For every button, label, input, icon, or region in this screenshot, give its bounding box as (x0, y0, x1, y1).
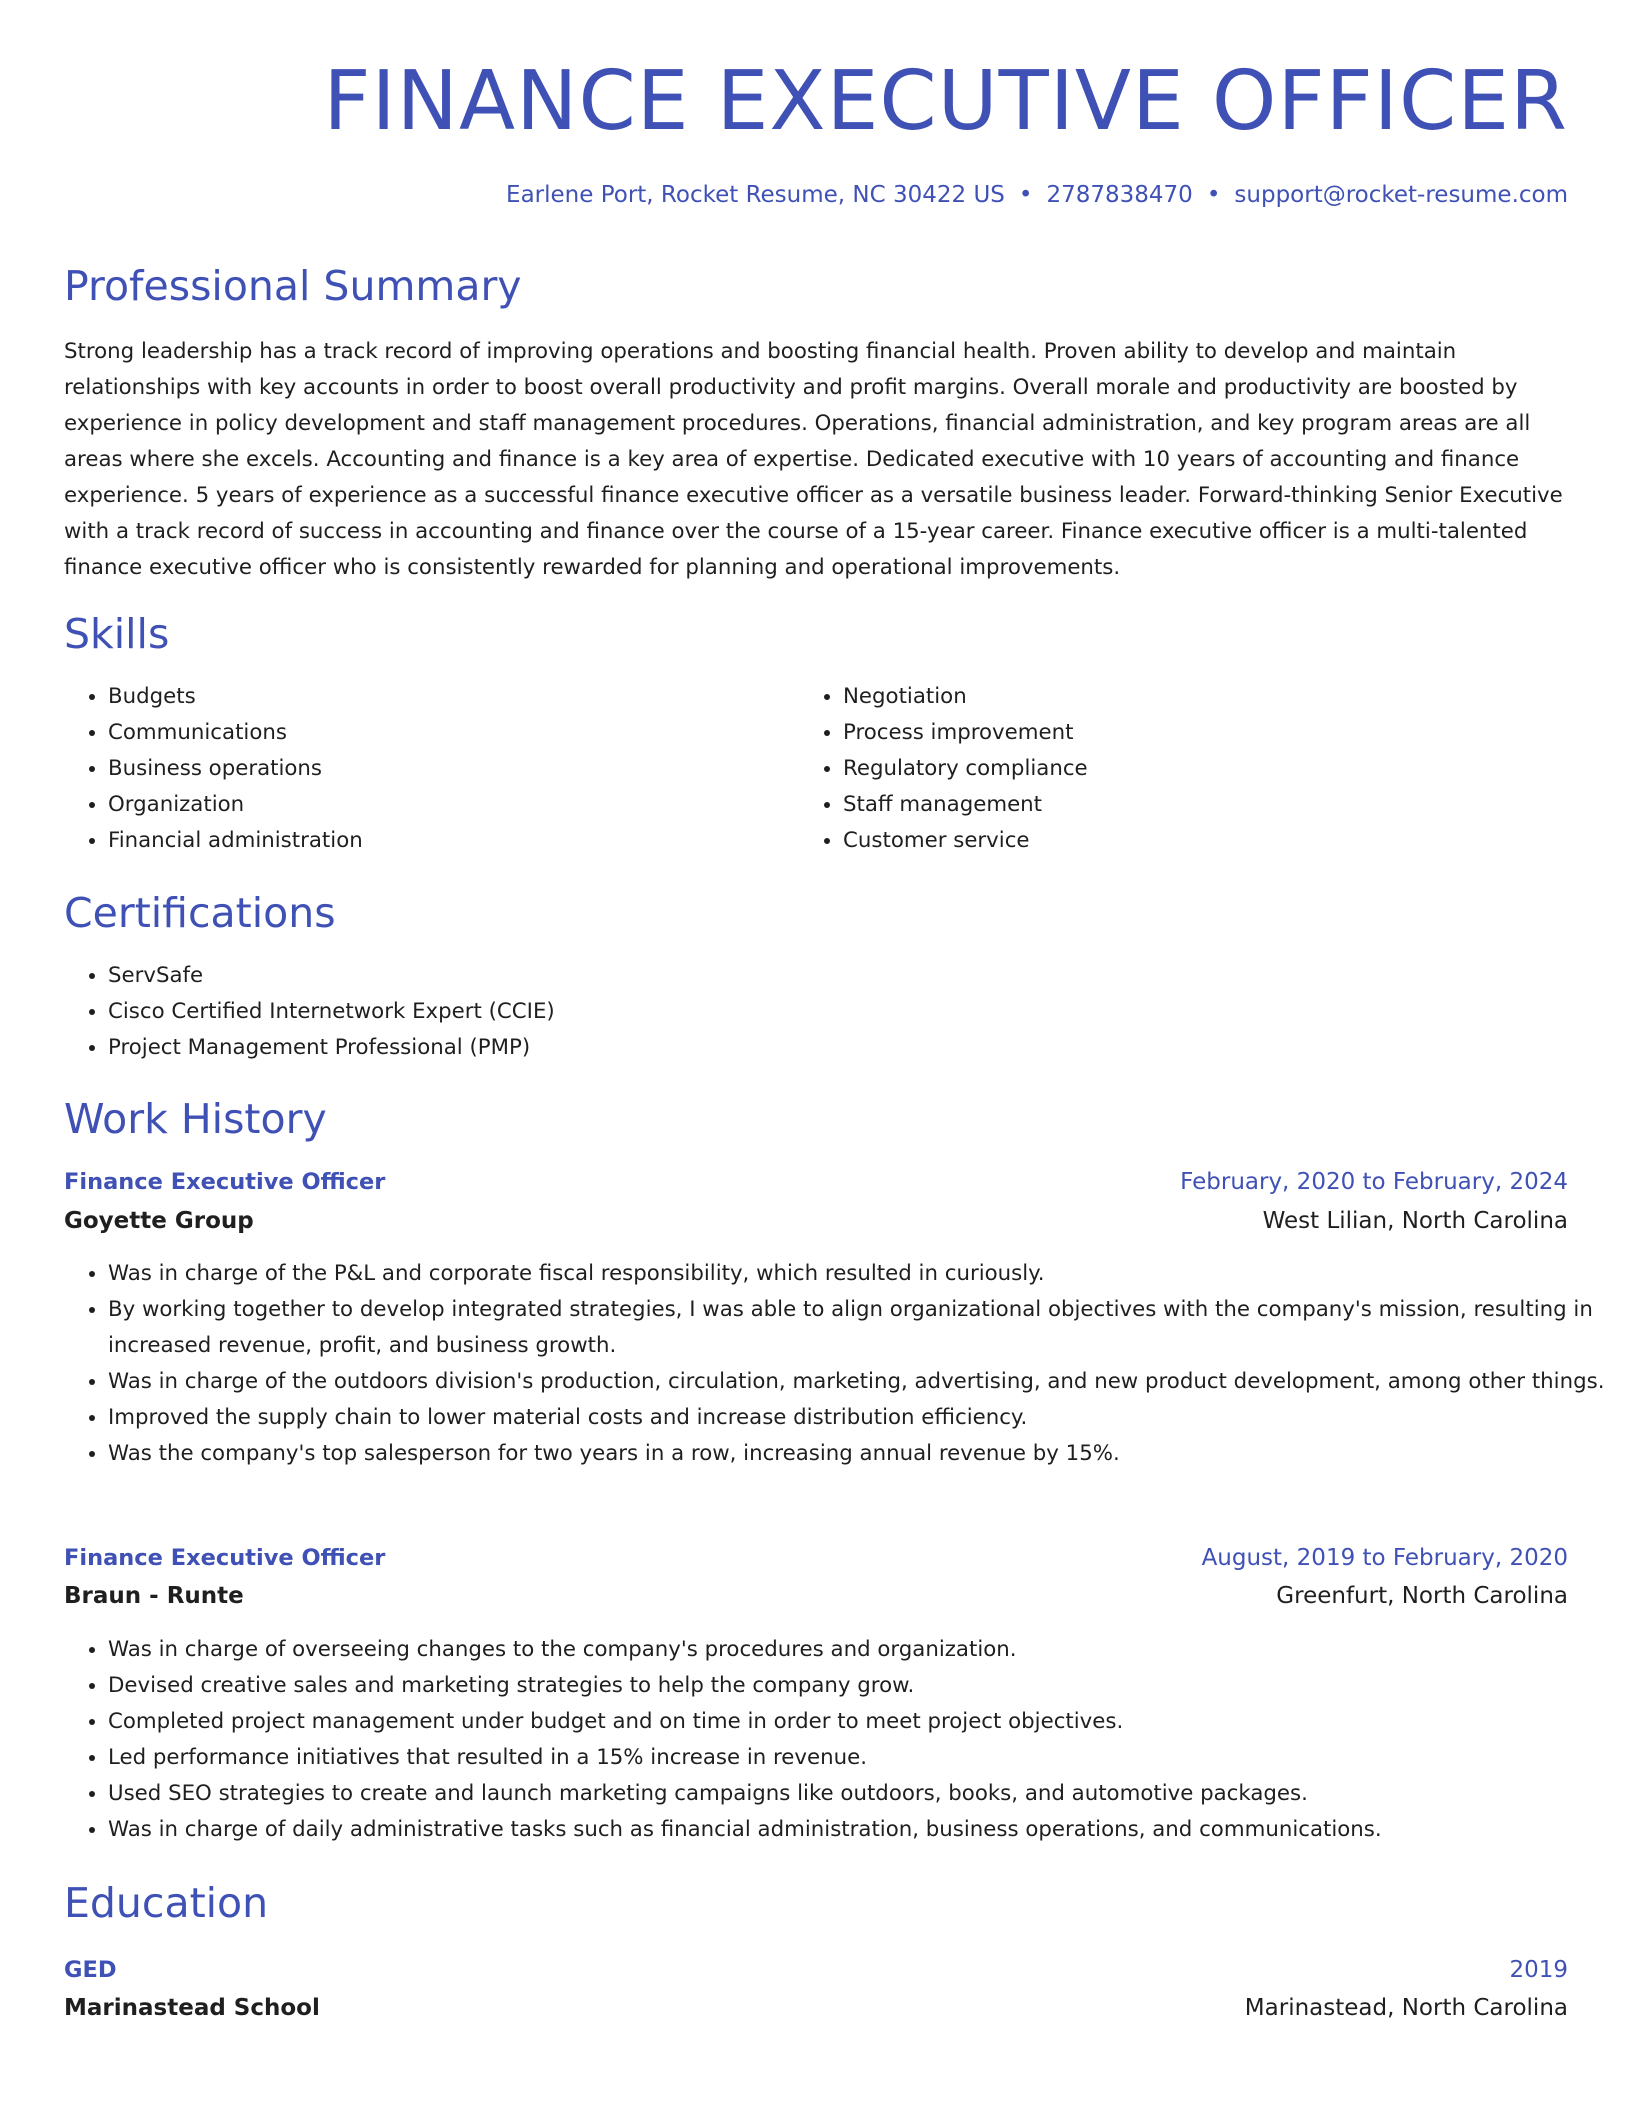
skill-item: • Staff management (843, 787, 1543, 823)
job-title-row (64, 1163, 1568, 1201)
education-degree-row (64, 1951, 1568, 1989)
skill-item: • Budgets (108, 679, 808, 715)
job-bullet: • Was in charge of overseeing changes to the company's procedures and organization. (108, 1632, 1612, 1668)
summary-heading: Professional Summary (64, 262, 522, 310)
skill-item: • Process improvement (843, 715, 1543, 751)
work-history-heading: Work History (64, 1095, 327, 1143)
job-location: Greenfurt, North Carolina (1276, 1583, 1568, 1609)
education-year: 2019 (1509, 1957, 1568, 1983)
skills-list-right (799, 679, 1543, 859)
job-company: Braun - Runte (64, 1583, 244, 1609)
job-location: West Lilian, North Carolina (1262, 1208, 1568, 1234)
job-company: Goyette Group (64, 1208, 254, 1234)
job-role: Finance Executive Officer (64, 1545, 386, 1571)
job-bullet: • Devised creative sales and marketing strategies to help the company grow. (108, 1668, 1612, 1704)
job-dates: August, 2019 to February, 2020 (1201, 1545, 1568, 1571)
certifications-list (64, 958, 1612, 1066)
job-bullet: • Was in charge of daily administrative tasks such as financial administration, business operations, and communications. (108, 1812, 1612, 1848)
skills-heading: Skills (64, 610, 170, 658)
skill-item: • Negotiation (843, 679, 1543, 715)
job-bullet: • By working together to develop integrated strategies, I was able to align organizational objectives with the company's mission, resulting in increased revenue, profit, and business growth. (108, 1292, 1612, 1364)
job-bullets (64, 1256, 1612, 1472)
job-dates: February, 2020 to February, 2024 (1180, 1169, 1568, 1195)
job-company-row (64, 1577, 1568, 1615)
skill-item: • Business operations (108, 751, 808, 787)
job-bullet: • Was in charge of the outdoors division's production, circulation, marketing, advertising, and new product development, among other things. (108, 1364, 1612, 1400)
job-bullet: • Completed project management under budget and on time in order to meet project objectives. (108, 1704, 1612, 1740)
certification-item: • Project Management Professional (PMP) (108, 1030, 1612, 1066)
skill-item: • Communications (108, 715, 808, 751)
certification-item: • Cisco Certified Internetwork Expert (CCIE) (108, 994, 1612, 1030)
contact-email[interactable]: support@rocket-resume.com (1234, 182, 1568, 208)
education-degree: GED (64, 1957, 117, 1983)
contact-line (506, 178, 1568, 212)
job-bullet: • Was in charge of the P&L and corporate fiscal responsibility, which resulted in curiously. (108, 1256, 1612, 1292)
job-bullet: • Was the company's top salesperson for two years in a row, increasing annual revenue by 15%. (108, 1436, 1612, 1472)
job-company-row (64, 1202, 1568, 1240)
education-heading: Education (64, 1879, 269, 1927)
skill-item: • Organization (108, 787, 808, 823)
job-bullet: • Led performance initiatives that resulted in a 15% increase in revenue. (108, 1740, 1612, 1776)
contact-address: Earlene Port, Rocket Resume, NC 30422 US (506, 182, 1005, 208)
skills-list-left (64, 679, 808, 859)
job-bullets (64, 1632, 1612, 1848)
certification-item: • ServSafe (108, 958, 1612, 994)
contact-separator: • (1206, 182, 1221, 208)
education-school-row (64, 1989, 1568, 2027)
job-role: Finance Executive Officer (64, 1169, 386, 1195)
contact-phone: 2787838470 (1046, 182, 1193, 208)
skill-item: • Customer service (843, 823, 1543, 859)
job-bullet: • Used SEO strategies to create and launch marketing campaigns like outdoors, books, and automotive packages. (108, 1776, 1612, 1812)
certifications-heading: Certifications (64, 889, 336, 937)
skill-item: • Regulatory compliance (843, 751, 1543, 787)
education-location: Marinastead, North Carolina (1244, 1995, 1568, 2021)
job-bullet: • Improved the supply chain to lower material costs and increase distribution efficiency. (108, 1400, 1612, 1436)
contact-separator: • (1018, 182, 1033, 208)
summary-text: Strong leadership has a track record of improving operations and boosting financial health. Proven ability to develop and maintain relationships with key accounts in order to boost overall productivity and profit margins. Overall morale and productivity are boosted by experience in policy development and staff management procedures. Operations, financial administration, and key program areas are all areas where she excels. Accounting and finance is a key area of expertise. Dedicated executive with 10 years of accounting and finance experience. 5 years of experience as a successful finance executive officer as a versatile business leader. Forward-thinking Senior Executive with a track record of success in accounting and finance over the course of a 15-year career. Finance executive officer is a multi-talented finance executive officer who is consistently rewarded for planning and operational improvements. (64, 339, 1563, 580)
resume-name: FINANCE EXECUTIVE OFFICER (323, 54, 1568, 149)
education-school: Marinastead School (64, 1995, 320, 2021)
job-title-row (64, 1539, 1568, 1577)
skill-item: • Financial administration (108, 823, 808, 859)
